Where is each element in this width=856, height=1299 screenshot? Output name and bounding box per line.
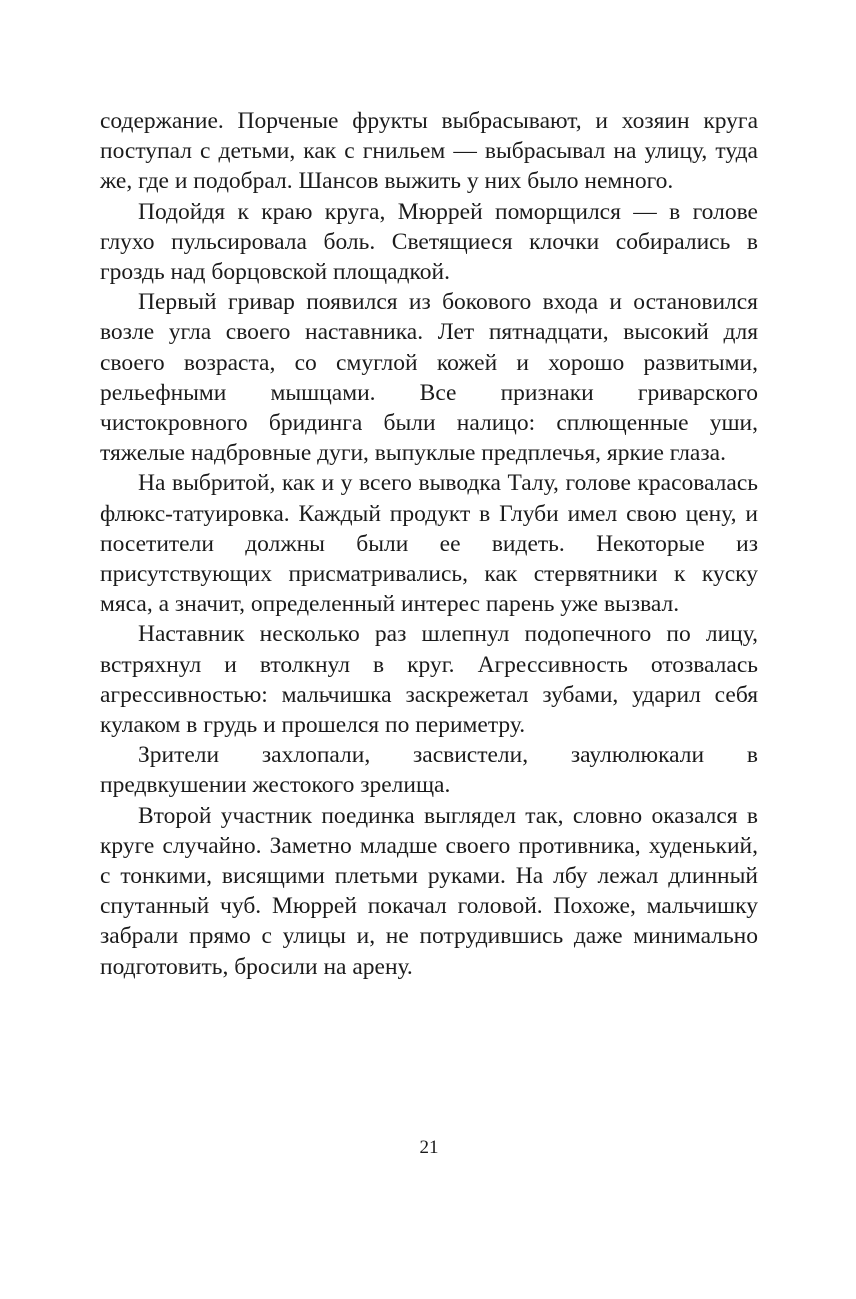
page-text-block xyxy=(100,106,758,982)
paragraph: Подойдя к краю круга, Мюррей поморщился — в голове глухо пульсировала боль. Светящиеся клочки собирались в гроздь над борцовской площадкой. xyxy=(100,198,758,286)
paragraph: На выбритой, как и у всего выводка Талу, голове красовалась флюкс-татуировка. Каждый продукт в Глуби имел свою цену, и посетители должны были ее видеть. Некоторые из присутствующих присматривались, как стервятники к куску мяса, а значит, определенный интерес парень уже вызвал. xyxy=(100,470,758,618)
paragraph: Зрители захлопали, засвистели, заулюлюкали в предвкушении жестокого зрелища. xyxy=(100,742,758,799)
paragraph: Первый гривар появился из бокового входа и остановился возле угла своего наставника. Лет пятнадцати, высокий для своего возраста, со смуглой кожей и хорошо развитыми, рельефными мышцами. Все признаки гриварского чистокровного бридинга были налицо: сплющенные уши, тяжелые надбровные дуги, выпуклые предплечья, яркие глаза. xyxy=(100,289,758,467)
page-number: 21 xyxy=(419,1137,439,1158)
paragraph: Второй участник поединка выглядел так, словно оказался в круге случайно. Заметно младше своего противника, худенький, с тонкими, висящими плетьми руками. На лбу лежал длинный спутанный чуб. Мюррей покачал головой. Похоже, мальчишку забрали прямо с улицы и, не потрудившись даже минимально подготовить, бросили на арену. xyxy=(100,802,758,980)
paragraph: Наставник несколько раз шлепнул подопечного по лицу, встряхнул и втолкнул в круг. Агрессивность отозвалась агрессивностью: мальчишка заскрежетал зубами, ударил себя кулаком в грудь и прошелся по периметру. xyxy=(100,621,758,739)
paragraph: содержание. Порченые фрукты выбрасывают, и хозяин круга поступал с детьми, как с гнильем — выбрасывал на улицу, туда же, где и подобрал. Шансов выжить у них было немного. xyxy=(100,108,758,195)
